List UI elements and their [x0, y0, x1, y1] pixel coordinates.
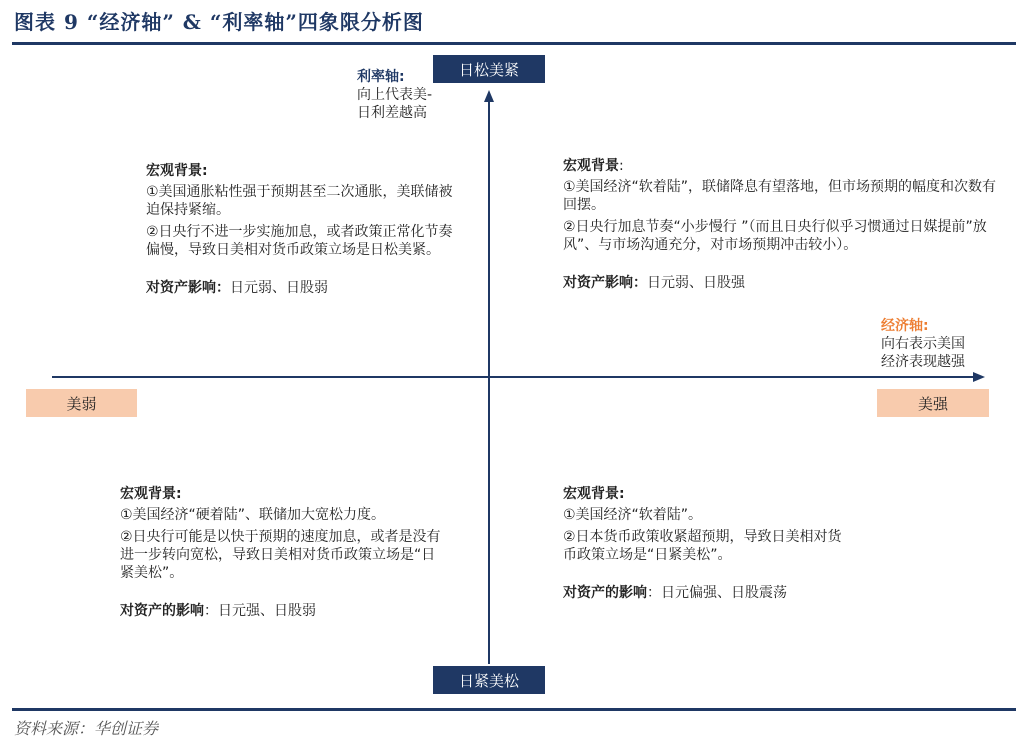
heading-separator: : — [619, 486, 625, 502]
quadrant-item: ②日央行不进一步实施加息，或者政策正常化节奏偏慢，导致日美相对货币政策立场是日松美紧。 — [146, 224, 453, 258]
quadrant-item: ①美国经济“软着陆”。 — [563, 507, 703, 523]
quadrant-heading: 宏观背景 — [563, 158, 619, 174]
x-axis-desc-line-1: 向右表示美国 — [881, 336, 965, 352]
y-axis-desc-line-1: 向上代表美- — [357, 87, 433, 103]
x-axis-arrow — [973, 372, 985, 382]
y-axis-arrow — [484, 90, 494, 102]
top-label-box — [433, 55, 545, 83]
quadrant-item: ①美国通胀粘性强于预期甚至二次通胀，美联储被迫保持紧缩。 — [146, 184, 453, 218]
bottom-label: 日紧美松 — [458, 671, 519, 690]
impact-value: 日元弱、日股强 — [647, 275, 745, 291]
quadrant-item: ①美国经济“硬着陆”、联储加大宽松力度。 — [120, 507, 386, 523]
y-axis-title: 利率轴: — [357, 69, 405, 85]
x-axis-caption — [881, 315, 965, 371]
left-label: 美弱 — [66, 394, 97, 413]
quadrant-heading: 宏观背景 — [563, 486, 619, 502]
impact-separator: ： — [647, 585, 661, 601]
quadrant-item: ②日央行可能是以快于预期的速度加息，或者是没有进一步转向宽松，导致日美相对货币政策立场是“日紧美松”。 — [120, 529, 441, 581]
impact-value: 日元弱、日股弱 — [230, 280, 328, 296]
impact-label: 对资产影响： — [563, 275, 647, 291]
impact-label: 对资产影响： — [146, 280, 230, 296]
impact-separator: ： — [204, 603, 218, 619]
heading-separator: : — [619, 158, 624, 174]
impact-value: 日元偏强、日股震荡 — [661, 585, 787, 601]
quadrant-top-right — [563, 157, 1009, 295]
quadrant-top-left — [146, 162, 464, 300]
right-label: 美强 — [917, 394, 948, 413]
quadrant-item: ②日央行加息节奏“小步慢行 ”（而且日央行似乎习惯通过日媒提前”放风”、与市场沟通充分，对市场预期冲击较小）。 — [563, 219, 987, 253]
impact-value: 日元强、日股弱 — [218, 603, 316, 619]
quadrant-heading: 宏观背景 — [120, 486, 176, 502]
y-axis-desc-line-2: 日利差越高 — [357, 105, 427, 121]
bottom-label-box — [433, 666, 545, 694]
quadrant-bottom-right — [563, 485, 853, 605]
right-label-box — [877, 389, 989, 417]
quadrant-heading: 宏观背景 — [146, 163, 202, 179]
quadrant-item: ①美国经济“软着陆”，联储降息有望落地，但市场预期的幅度和次数有回摆。 — [563, 179, 997, 213]
quadrant-item: ②日本货币政策收紧超预期，导致日美相对货币政策立场是“日紧美松”。 — [563, 529, 842, 563]
left-label-box — [26, 389, 137, 417]
top-label: 日松美紧 — [458, 60, 519, 79]
heading-separator: : — [176, 486, 182, 502]
source-note: 资料来源：华创证券 — [14, 719, 159, 738]
figure-title: 图表 9 “经济轴” & “利率轴”四象限分析图 — [14, 10, 424, 34]
y-axis-caption — [357, 66, 432, 122]
quadrant-bottom-left — [120, 485, 442, 623]
impact-label: 对资产的影响 — [120, 603, 204, 619]
heading-separator: : — [202, 163, 208, 179]
x-axis-desc-line-2: 经济表现越强 — [881, 354, 965, 370]
impact-label: 对资产的影响 — [563, 585, 647, 601]
x-axis-title: 经济轴: — [881, 318, 929, 334]
